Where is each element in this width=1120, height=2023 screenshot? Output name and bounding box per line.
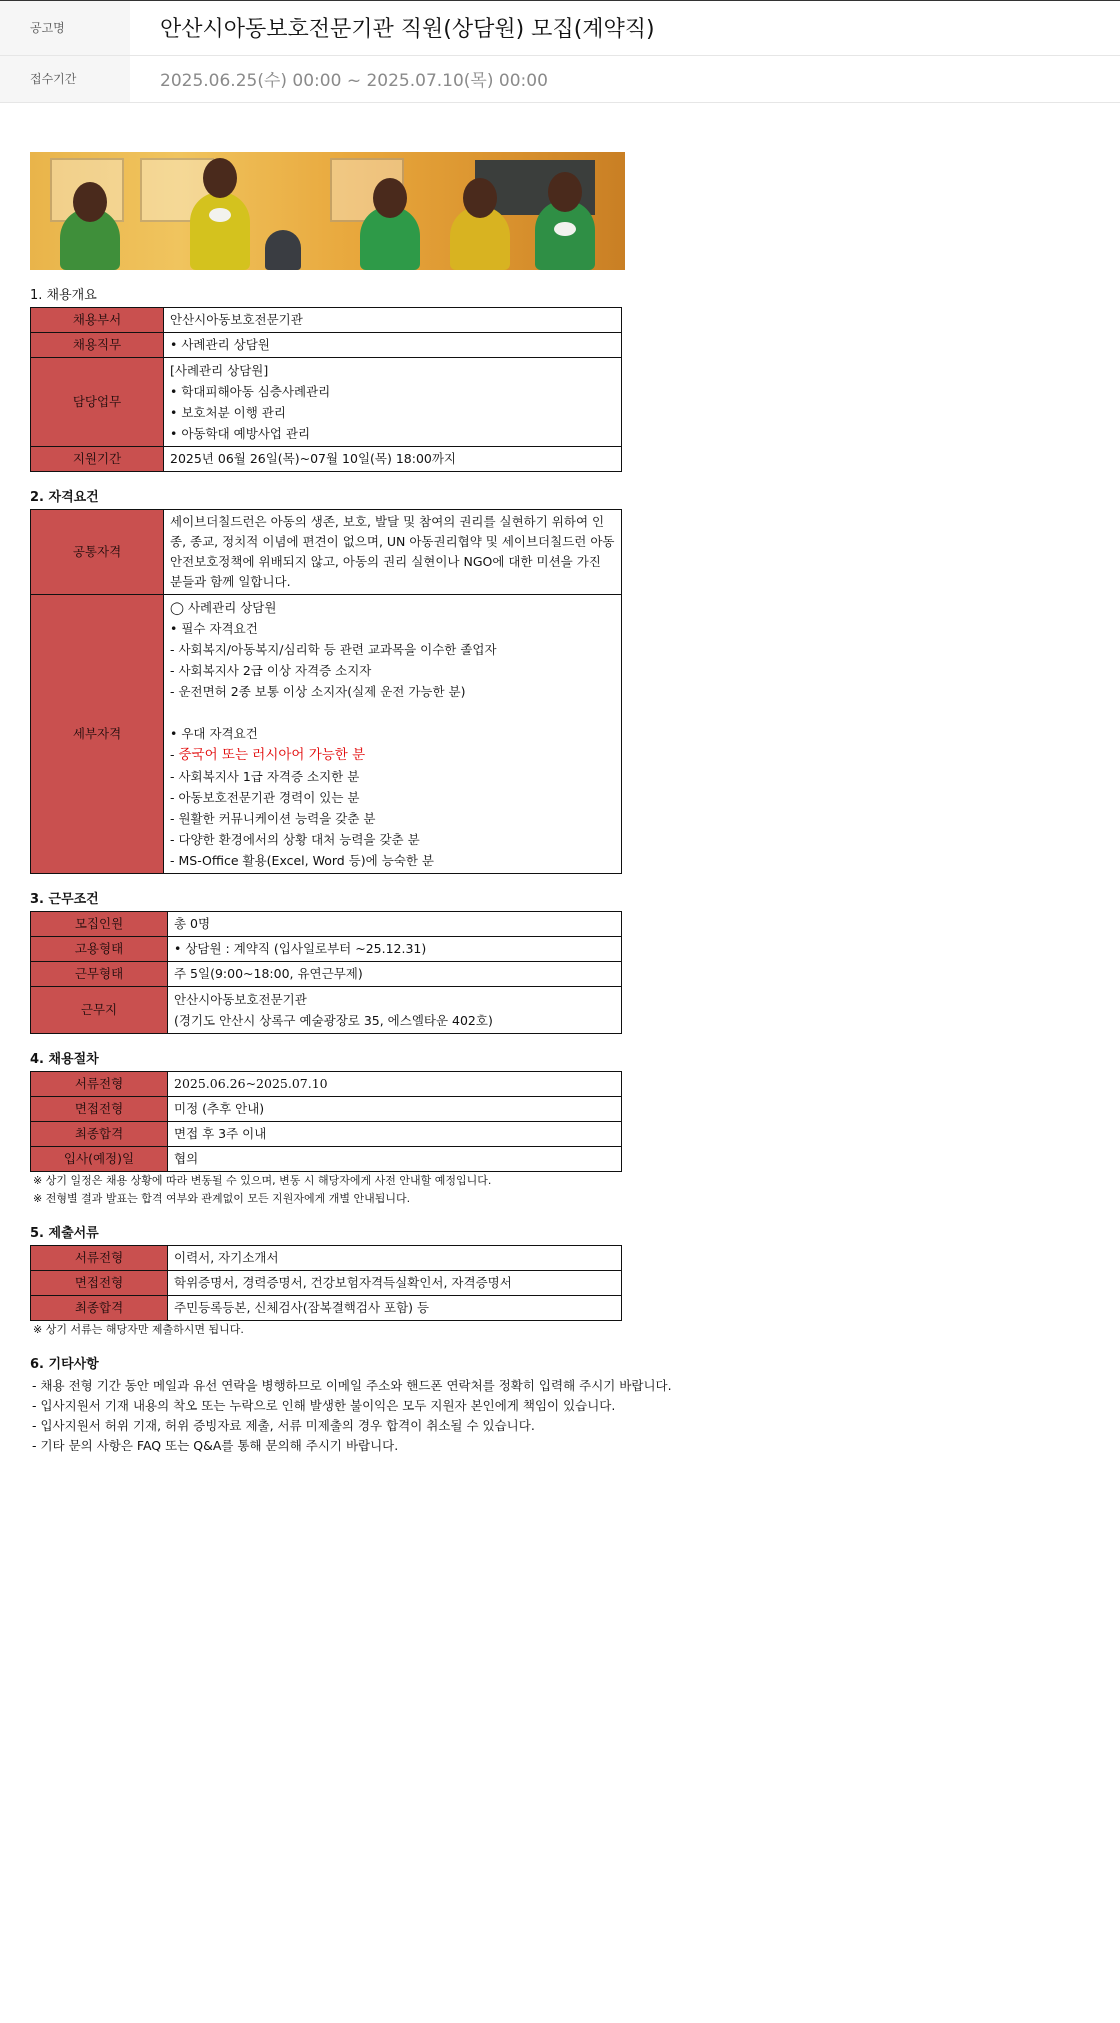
posting-title: 안산시아동보호전문기관 직원(상담원) 모집(계약직) xyxy=(130,1,1120,55)
etc-line: - 입사지원서 허위 기재, 허위 증빙자료 제출, 서류 미제출의 경우 합격이 취소될 수 있습니다. xyxy=(32,1418,535,1433)
section-2-title-text: 2. 자격요건 xyxy=(30,490,99,505)
table-row xyxy=(31,1097,622,1122)
process-value: 미정 (추후 안내) xyxy=(168,1097,622,1122)
employment-type-value: • 상담원 : 계약직 (입사일로부터 ~25.12.31) xyxy=(168,937,622,962)
detail-label: 세부자격 xyxy=(31,595,164,874)
duty-line: • 학대피해아동 심층사례관리 xyxy=(170,384,331,399)
posting-content xyxy=(30,152,1090,1456)
common-label: 공통자격 xyxy=(31,510,164,595)
work-type-label: 근무형태 xyxy=(31,962,168,987)
detail-value xyxy=(164,595,622,874)
table-row xyxy=(31,1147,622,1172)
process-note: ※ 상기 일정은 채용 상황에 따라 변동될 수 있으며, 변동 시 해당자에게 사전 안내할 예정입니다. xyxy=(33,1174,492,1187)
banner-image xyxy=(30,152,625,270)
table-row xyxy=(31,962,622,987)
apply-label: 지원기간 xyxy=(31,447,164,472)
posting-info-table xyxy=(0,1,1120,103)
dept-label: 채용부서 xyxy=(31,308,164,333)
required-item: - 사회복지사 2급 이상 자격증 소지자 xyxy=(170,663,372,678)
documents-value: 이력서, 자기소개서 xyxy=(168,1246,622,1271)
table-row xyxy=(31,358,622,447)
duty-line: • 보호처분 이행 관리 xyxy=(170,405,286,420)
preferred-item: - 원활한 커뮤니케이션 능력을 갖춘 분 xyxy=(170,811,376,826)
etc-line: - 기타 문의 사항은 FAQ 또는 Q&A를 통해 문의해 주시기 바랍니다. xyxy=(32,1438,399,1453)
table-row xyxy=(31,308,622,333)
period-row xyxy=(0,55,1120,102)
table-row xyxy=(31,510,622,595)
workplace-name: 안산시아동보호전문기관 xyxy=(174,992,307,1007)
table-row xyxy=(31,912,622,937)
section-2-title xyxy=(30,490,1090,506)
blank-line xyxy=(170,702,615,723)
job-value: • 사례관리 상담원 xyxy=(164,333,622,358)
preferred-item: - 다양한 환경에서의 상황 대처 능력을 갖춘 분 xyxy=(170,832,420,847)
documents-label: 서류전형 xyxy=(31,1246,168,1271)
preferred-item: - 사회복지사 1급 자격증 소지한 분 xyxy=(170,769,360,784)
recruit-overview-table xyxy=(30,307,622,472)
table-row xyxy=(31,987,622,1034)
detail-head: ◯ 사례관리 상담원 xyxy=(170,600,277,615)
table-row xyxy=(31,595,622,874)
etc-line: - 입사지원서 기재 내용의 착오 또는 누락으로 인해 발생한 불이익은 모두 지원자 본인에게 책임이 있습니다. xyxy=(32,1398,616,1413)
section-5-title xyxy=(30,1226,1090,1242)
process-label: 면접전형 xyxy=(31,1097,168,1122)
required-item: - 사회복지/아동복지/심리학 등 관련 교과목을 이수한 졸업자 xyxy=(170,642,497,657)
preferred-item: - 아동보호전문기관 경력이 있는 분 xyxy=(170,790,360,805)
work-conditions-table xyxy=(30,911,622,1034)
table-row xyxy=(31,1296,622,1321)
process-value: 2025.06.26~2025.07.10 xyxy=(168,1072,622,1097)
preferred-highlight: 중국어 또는 러시아어 가능한 분 xyxy=(178,747,366,763)
documents-label: 최종합격 xyxy=(31,1296,168,1321)
section-5-title-text: 5. 제출서류 xyxy=(30,1226,99,1241)
documents-table xyxy=(30,1245,622,1321)
duty-label: 담당업무 xyxy=(31,358,164,447)
work-type-value: 주 5일(9:00~18:00, 유연근무제) xyxy=(168,962,622,987)
workplace-label: 근무지 xyxy=(31,987,168,1034)
workplace-address: (경기도 안산시 상록구 예술광장로 35, 에스엘타운 402호) xyxy=(174,1013,493,1028)
headcount-label: 모집인원 xyxy=(31,912,168,937)
apply-value: 2025년 06월 26일(목)~07월 10일(목) 18:00까지 xyxy=(164,447,622,472)
process-label: 최종합격 xyxy=(31,1122,168,1147)
documents-value: 학위증명서, 경력증명서, 건강보험자격득실확인서, 자격증명서 xyxy=(168,1271,622,1296)
section-6-title-text: 6. 기타사항 xyxy=(30,1357,99,1372)
duty-line: [사례관리 상담원] xyxy=(170,363,269,378)
table-row xyxy=(31,1122,622,1147)
documents-note: ※ 상기 서류는 해당자만 제출하시면 됩니다. xyxy=(33,1323,244,1336)
section-1-title: 1. 채용개요 xyxy=(30,288,97,303)
table-row xyxy=(31,1246,622,1271)
section-3-title xyxy=(30,892,1090,908)
employment-type-label: 고용형태 xyxy=(31,937,168,962)
process-label: 입사(예정)일 xyxy=(31,1147,168,1172)
common-value: 세이브더칠드런은 아동의 생존, 보호, 발달 및 참여의 권리를 실현하기 위하여 인종, 종교, 정치적 이념에 편견이 없으며, UN 아동권리협약 및 세이브더칠드런 아동안전보호정책에 위배되지 않고, 아동의 권리 실현이나 NGO에 대한 미션을 가진 분들과 함께 일합니다. xyxy=(164,510,622,595)
required-head: • 필수 자격요건 xyxy=(170,621,258,636)
etc-line: - 채용 전형 기간 동안 메일과 유선 연락을 병행하므로 이메일 주소와 핸드폰 연락처를 정확히 입력해 주시기 바랍니다. xyxy=(32,1378,672,1393)
headcount-value: 총 0명 xyxy=(168,912,622,937)
title-row xyxy=(0,1,1120,55)
workplace-value xyxy=(168,987,622,1034)
qualification-table xyxy=(30,509,622,874)
section-3-title-text: 3. 근무조건 xyxy=(30,892,99,907)
job-label: 채용직무 xyxy=(31,333,164,358)
duty-line: • 아동학대 예방사업 관리 xyxy=(170,426,311,441)
table-row xyxy=(31,447,622,472)
preferred-head: • 우대 자격요건 xyxy=(170,726,258,741)
application-period: 2025.06.25(수) 00:00 ~ 2025.07.10(목) 00:00 xyxy=(130,55,1120,102)
recruit-process-table xyxy=(30,1071,622,1172)
preferred-item: - MS-Office 활용(Excel, Word 등)에 능숙한 분 xyxy=(170,853,434,868)
title-label: 공고명 xyxy=(0,1,130,55)
table-row xyxy=(31,333,622,358)
table-row xyxy=(31,1072,622,1097)
dept-value: 안산시아동보호전문기관 xyxy=(164,308,622,333)
preferred-item-red xyxy=(170,744,615,766)
section-6-title xyxy=(30,1357,1090,1373)
process-value: 면접 후 3주 이내 xyxy=(168,1122,622,1147)
table-row xyxy=(31,937,622,962)
etc-notes xyxy=(30,1376,1090,1456)
section-4-title-text: 4. 채용절차 xyxy=(30,1052,99,1067)
period-label: 접수기간 xyxy=(0,55,130,102)
documents-value: 주민등록등본, 신체검사(잠복결핵검사 포함) 등 xyxy=(168,1296,622,1321)
duty-value xyxy=(164,358,622,447)
process-value: 협의 xyxy=(168,1147,622,1172)
documents-label: 면접전형 xyxy=(31,1271,168,1296)
section-4-title xyxy=(30,1052,1090,1068)
process-label: 서류전형 xyxy=(31,1072,168,1097)
table-row xyxy=(31,1271,622,1296)
required-item: - 운전면허 2종 보통 이상 소지자(실제 운전 가능한 분) xyxy=(170,684,466,699)
preferred-prefix: - xyxy=(170,747,179,762)
process-note: ※ 전형별 결과 발표는 합격 여부와 관계없이 모든 지원자에게 개별 안내됩니다. xyxy=(33,1192,411,1205)
